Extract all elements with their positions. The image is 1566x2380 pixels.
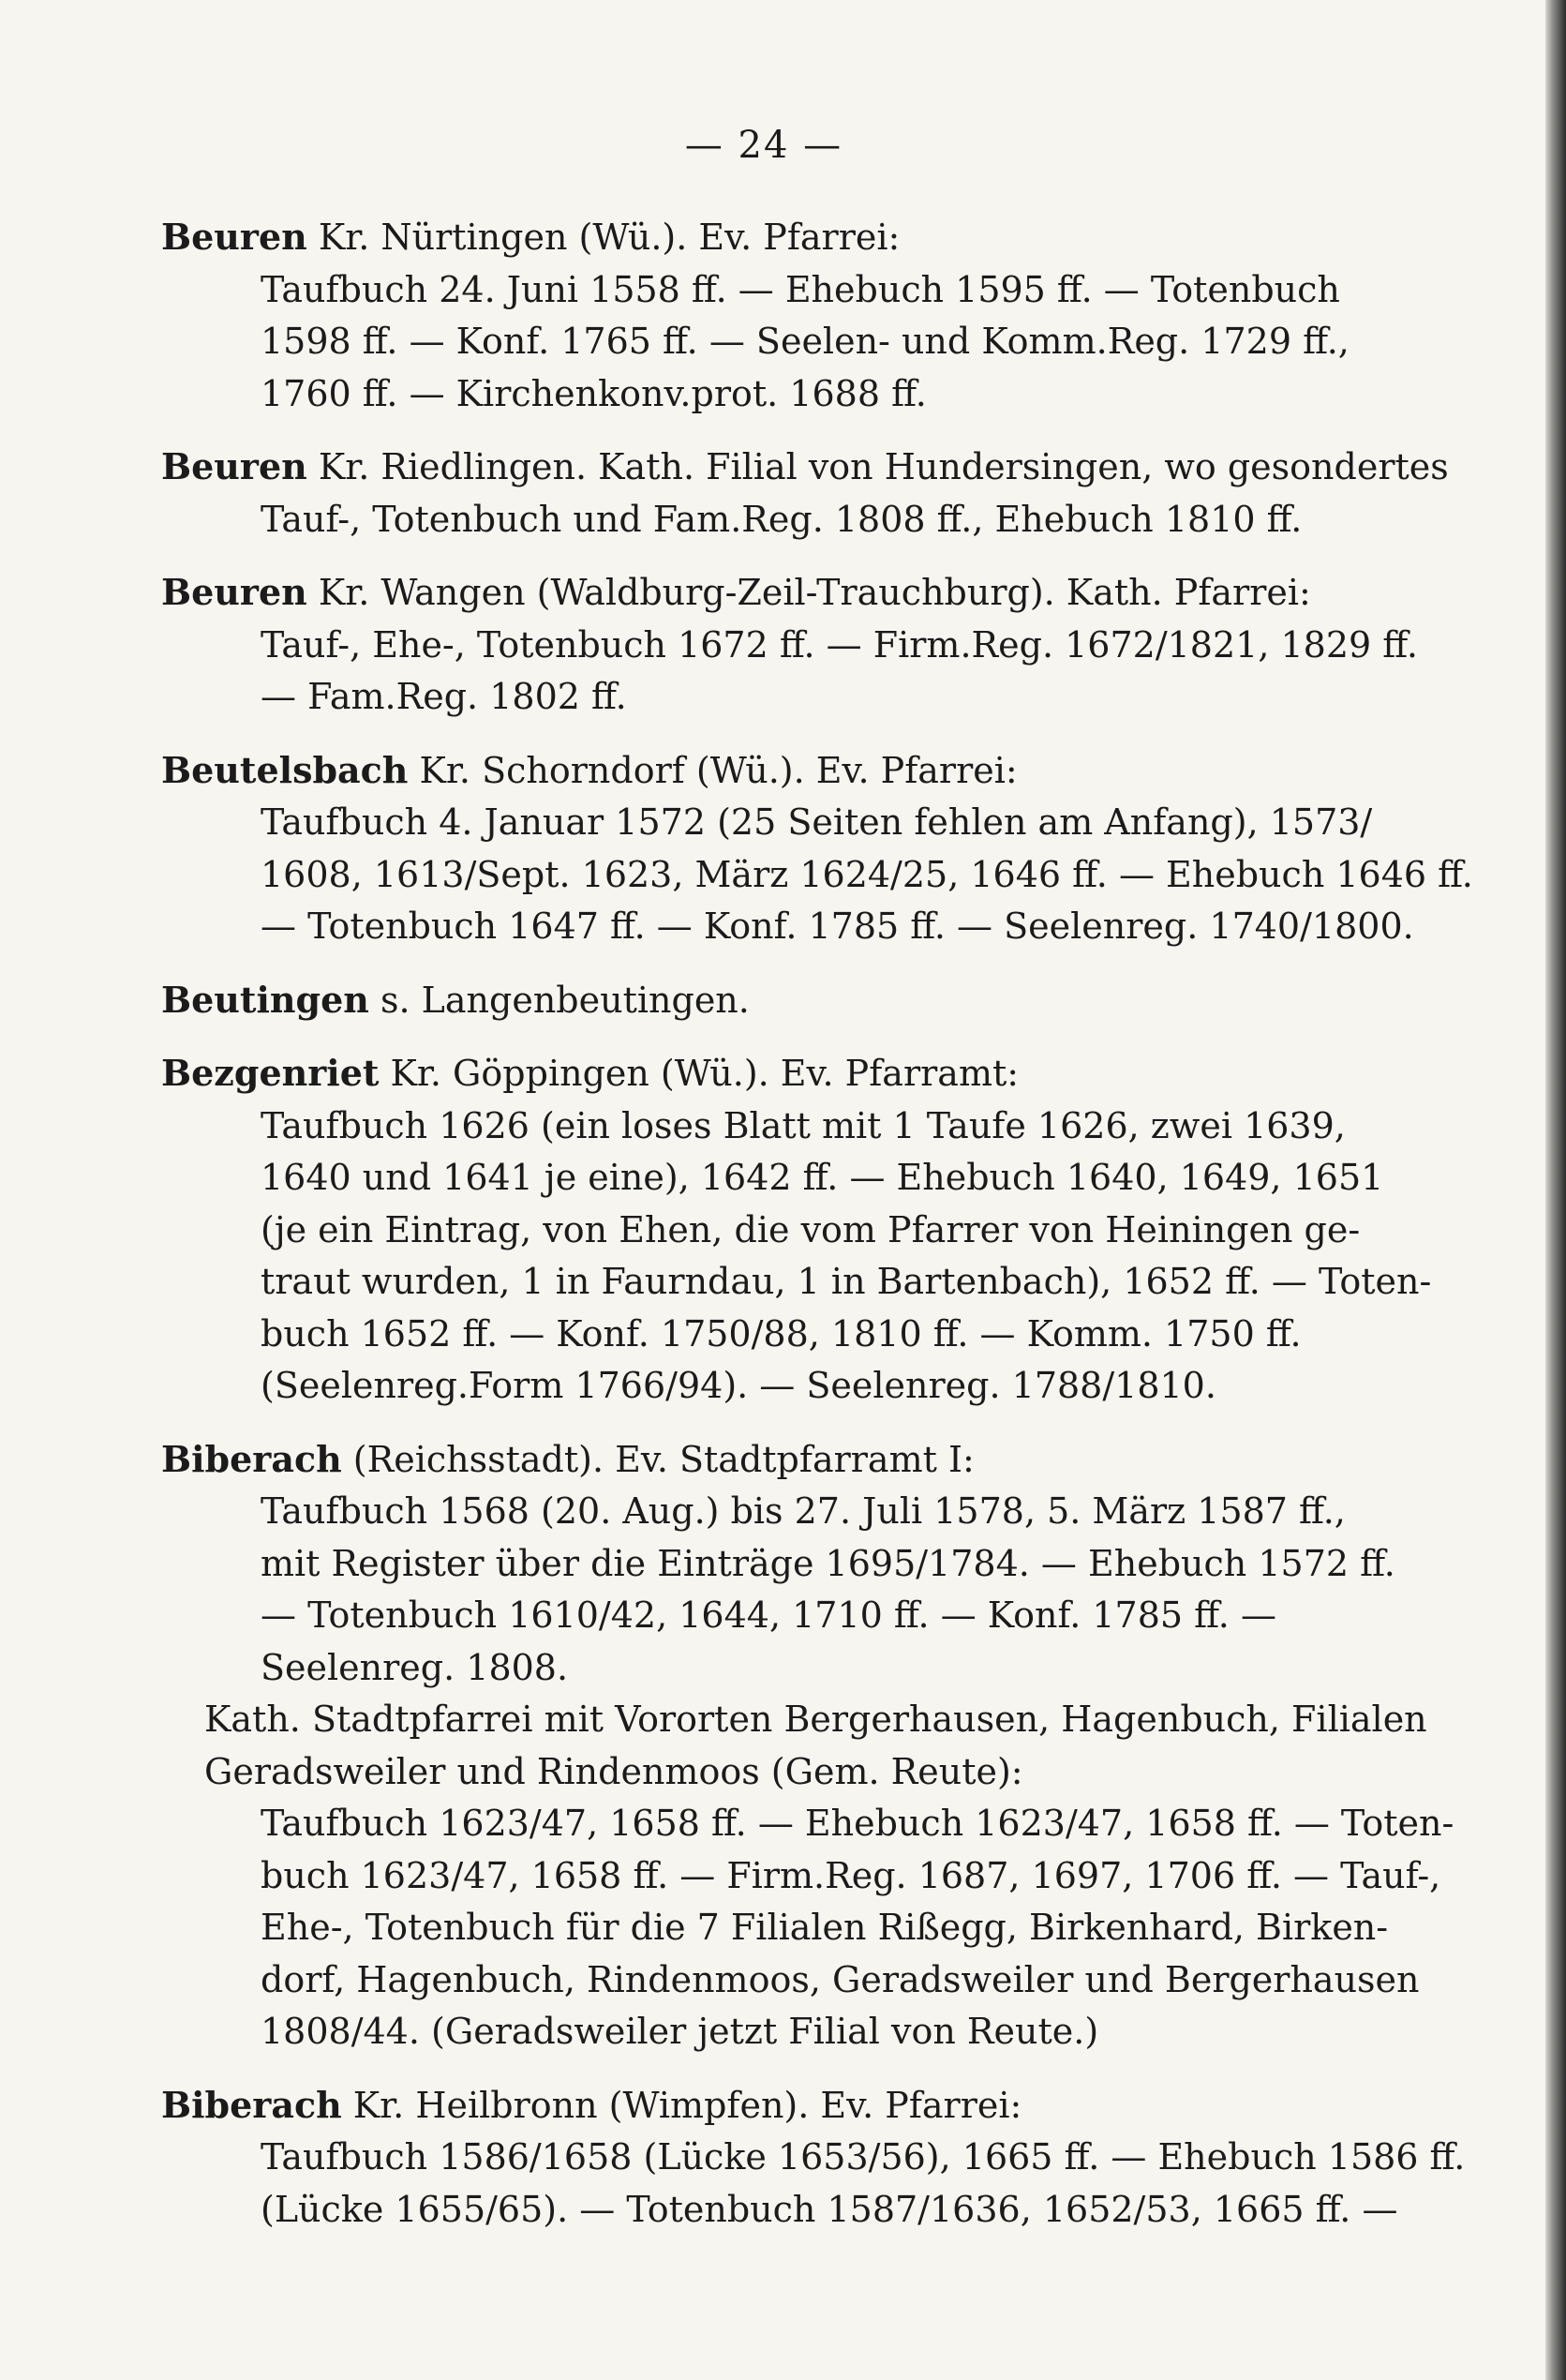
entry-place-name: Beutingen [161,978,369,1021]
entry-first-line [161,2079,1380,2133]
entry-sub-line: Geradsweiler und Rindenmoos (Gem. Reute): [204,1750,1023,1792]
entry-line: (je ein Eintrag, von Ehen, die vom Pfarrer von Heiningen ge- [261,1208,1361,1250]
entry-place-name: Beuren [161,445,307,487]
entry-first-line [161,974,1380,1027]
entry-beuren-nuertingen [161,211,1380,420]
entry-place-name: Beuren [161,216,307,258]
entry-first-line [161,566,1380,620]
entry-text: s. Langenbeutingen. [368,979,750,1021]
entry-place-name: Biberach [161,1437,342,1480]
entry-bezgenriet [161,1047,1432,1413]
entry-line: Taufbuch 1623/47, 1658 ff. — Ehebuch 1623/47, 1658 ff. — Toten- [261,1803,1454,1844]
register-entries [161,211,1473,2256]
entry-text: Kr. Nürtingen (Wü.). Ev. Pfarrei: [306,217,901,258]
entry-text: Kr. Heilbronn (Wimpfen). Ev. Pfarrei: [341,2084,1022,2126]
entry-text: Kr. Wangen (Waldburg-Zeil-Trauchburg). Kath. Pfarrei: [306,572,1311,613]
entry-line: 1598 ff. — Konf. 1765 ff. — Seelen- und Komm.Reg. 1729 ff., [261,321,1350,362]
entry-first-line [161,1047,1380,1100]
entry-place-name: Beuren [161,571,307,613]
entry-line: Taufbuch 1568 (20. Aug.) bis 27. Juli 1578, 5. März 1587 ff., [261,1490,1346,1532]
entry-text: Kr. Riedlingen. Kath. Filial von Hundersingen, wo gesondertes [306,446,1449,487]
page-number: — 24 — [684,124,843,167]
entry-first-line [161,211,1380,264]
entry-line: (Seelenreg.Form 1766/94). — Seelenreg. 1788/1810. [261,1365,1216,1406]
entry-place-name: Beutelsbach [161,748,409,791]
entry-line: (Lücke 1655/65). — Totenbuch 1587/1636, 1652/53, 1665 ff. — [261,2188,1398,2230]
entry-sub-line: Kath. Stadtpfarrei mit Vororten Bergerhausen, Hagenbuch, Filialen [204,1699,1427,1740]
entry-text: Kr. Göppingen (Wü.). Ev. Pfarramt: [379,1053,1020,1094]
entry-beutelsbach [161,744,1473,953]
entry-line: mit Register über die Einträge 1695/1784. — Ehebuch 1572 ff. [261,1542,1395,1584]
entry-line: 1640 und 1641 je eine), 1642 ff. — Ehebuch 1640, 1649, 1651 [261,1157,1384,1198]
entry-line: — Fam.Reg. 1802 ff. [261,676,627,717]
entry-line: 1608, 1613/Sept. 1623, März 1624/25, 1646 ff. — Ehebuch 1646 ff. [261,853,1473,895]
entry-text: Kr. Schorndorf (Wü.). Ev. Pfarrei: [408,749,1018,791]
entry-place-name: Biberach [161,2083,342,2126]
entry-line: Seelenreg. 1808. [261,1646,569,1688]
entry-place-name: Bezgenriet [161,1052,380,1094]
entry-line: Tauf-, Totenbuch und Fam.Reg. 1808 ff., Ehebuch 1810 ff. [261,498,1303,540]
entry-line: buch 1652 ff. — Konf. 1750/88, 1810 ff. — Komm. 1750 ff. [261,1312,1302,1355]
entry-line: Taufbuch 24. Juni 1558 ff. — Ehebuch 1595 ff. — Totenbuch [261,268,1340,310]
entry-biberach-heilbronn [161,2079,1466,2237]
entry-line: 1760 ff. — Kirchenkonv.prot. 1688 ff. [261,372,927,414]
entry-line: Tauf-, Ehe-, Totenbuch 1672 ff. — Firm.Reg. 1672/1821, 1829 ff. [261,623,1418,666]
entry-line: Taufbuch 1586/1658 (Lücke 1653/56), 1665 ff. — Ehebuch 1586 ff. [261,2136,1466,2178]
entry-first-line [161,744,1380,798]
entry-line: buch 1623/47, 1658 ff. — Firm.Reg. 1687, 1697, 1706 ff. — Tauf-, [261,1854,1441,1896]
page-edge-shadow [1545,0,1566,2380]
entry-first-line [161,1433,1380,1487]
entry-beuren-riedlingen [161,441,1449,546]
entry-line: — Totenbuch 1610/42, 1644, 1710 ff. — Konf. 1785 ff. — [261,1594,1276,1636]
entry-line: — Totenbuch 1647 ff. — Konf. 1785 ff. — Seelenreg. 1740/1800. [261,906,1414,947]
entry-text: (Reichsstadt). Ev. Stadtpfarramt I: [341,1438,975,1480]
entry-line: traut wurden, 1 in Faurndau, 1 in Bartenbach), 1652 ff. — Toten- [261,1261,1432,1302]
entry-line: dorf, Hagenbuch, Rindenmoos, Geradsweiler und Bergerhausen [261,1958,1420,2000]
entry-biberach-reichsstadt [161,1433,1454,2058]
entry-line: Ehe-, Totenbuch für die 7 Filialen Rißegg, Birkenhard, Birken- [261,1907,1389,1948]
entry-line: Taufbuch 4. Januar 1572 (25 Seiten fehlen am Anfang), 1573/ [261,801,1373,843]
entry-line: Taufbuch 1626 (ein loses Blatt mit 1 Taufe 1626, zwei 1639, [261,1104,1346,1146]
entry-beuren-wangen [161,566,1418,724]
entry-line: 1808/44. (Geradsweiler jetzt Filial von Reute.) [261,2011,1099,2052]
entry-beutingen [161,974,1380,1027]
entry-first-line [161,441,1449,494]
